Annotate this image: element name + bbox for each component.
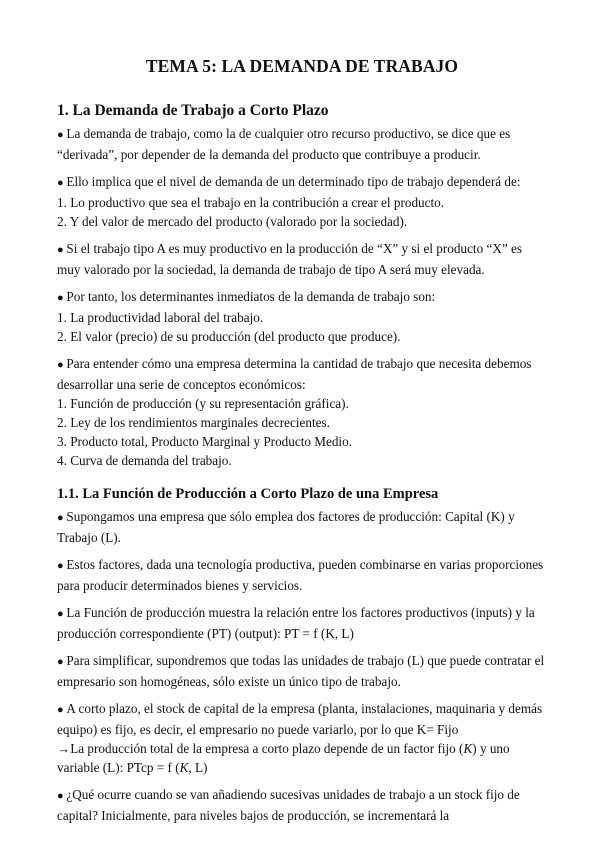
paragraph-short-run	[57, 699, 547, 777]
paragraph-intro: ● Para entender cómo una empresa determina la cantidad de trabajo que necesita debemos desarrollar una serie de conceptos económicos:	[57, 354, 547, 394]
paragraph-example-a: ● Si el trabajo tipo A es muy productivo en la producción de “X” y si el producto “X” es muy valorado por la sociedad, la demanda de trabajo de tipo A será muy elevada.	[57, 239, 547, 279]
paragraph-technology: ● Estos factores, dada una tecnología productiva, pueden combinarse en varias proporciones para producir determinados bienes y servicios.	[57, 555, 547, 595]
paragraph-determinants	[57, 287, 547, 346]
paragraph-concepts	[57, 354, 547, 470]
list-item: 4. Curva de demanda del trabajo.	[57, 453, 232, 468]
list-item: 2. Ley de los rendimientos marginales decrecientes.	[57, 415, 330, 430]
paragraph-derived-demand: ● La demanda de trabajo, como la de cualquier otro recurso productivo, se dice que es “derivada”, por depender de la demanda del producto que contribuye a producir.	[57, 124, 547, 164]
document-title: TEMA 5: LA DEMANDA DE TRABAJO	[145, 56, 459, 76]
paragraph-intro: ● Por tanto, los determinantes inmediatos de la demanda de trabajo son:	[57, 287, 547, 308]
section-1-heading: 1. La Demanda de Trabajo a Corto Plazo	[57, 102, 329, 119]
paragraph-fixed-capital: ● A corto plazo, el stock de capital de la empresa (planta, instalaciones, maquinaria y demás equipo) es fijo, es decir, el empresario no puede variarlo, por lo que K= Fijo	[57, 699, 547, 739]
list-item: 3. Producto total, Producto Marginal y Producto Medio.	[57, 434, 352, 449]
document-page	[57, 56, 547, 833]
paragraph-adding-labor: ● ¿Qué ocurre cuando se van añadiendo sucesivas unidades de trabajo a un stock fijo de capital? Inicialmente, para niveles bajos de producción, se incrementará la	[57, 785, 547, 825]
paragraph-short-run-output: →La producción total de la empresa a corto plazo depende de un factor fijo (K) y uno variable (L): PTcp = f (K, L)	[57, 741, 510, 775]
paragraph-homogeneous-labor: ● Para simplificar, supondremos que todas las unidades de trabajo (L) que puede contratar el empresario son homogéneas, sólo existe un único tipo de trabajo.	[57, 651, 547, 691]
list-item: 1. La productividad laboral del trabajo.	[57, 310, 264, 325]
section-1-1-heading: 1.1. La Función de Producción a Corto Plazo de una Empresa	[57, 486, 439, 502]
list-item: 2. El valor (precio) de su producción (del producto que produce).	[57, 329, 401, 344]
paragraph-two-factors: ● Supongamos una empresa que sólo emplea dos factores de producción: Capital (K) y Trabajo (L).	[57, 507, 547, 547]
list-item: 2. Y del valor de mercado del producto (valorado por la sociedad).	[57, 214, 408, 229]
paragraph-production-function: ● La Función de producción muestra la relación entre los factores productivos (inputs) y la producción correspondiente (PT) (output): PT = f (K, L)	[57, 603, 547, 643]
list-item: 1. Función de producción (y su representación gráfica).	[57, 396, 349, 411]
paragraph-demand-depends	[57, 172, 547, 231]
list-item: 1. Lo productivo que sea el trabajo en la contribución a crear el producto.	[57, 195, 445, 210]
paragraph-intro: ● Ello implica que el nivel de demanda de un determinado tipo de trabajo dependerá de:	[57, 172, 547, 193]
